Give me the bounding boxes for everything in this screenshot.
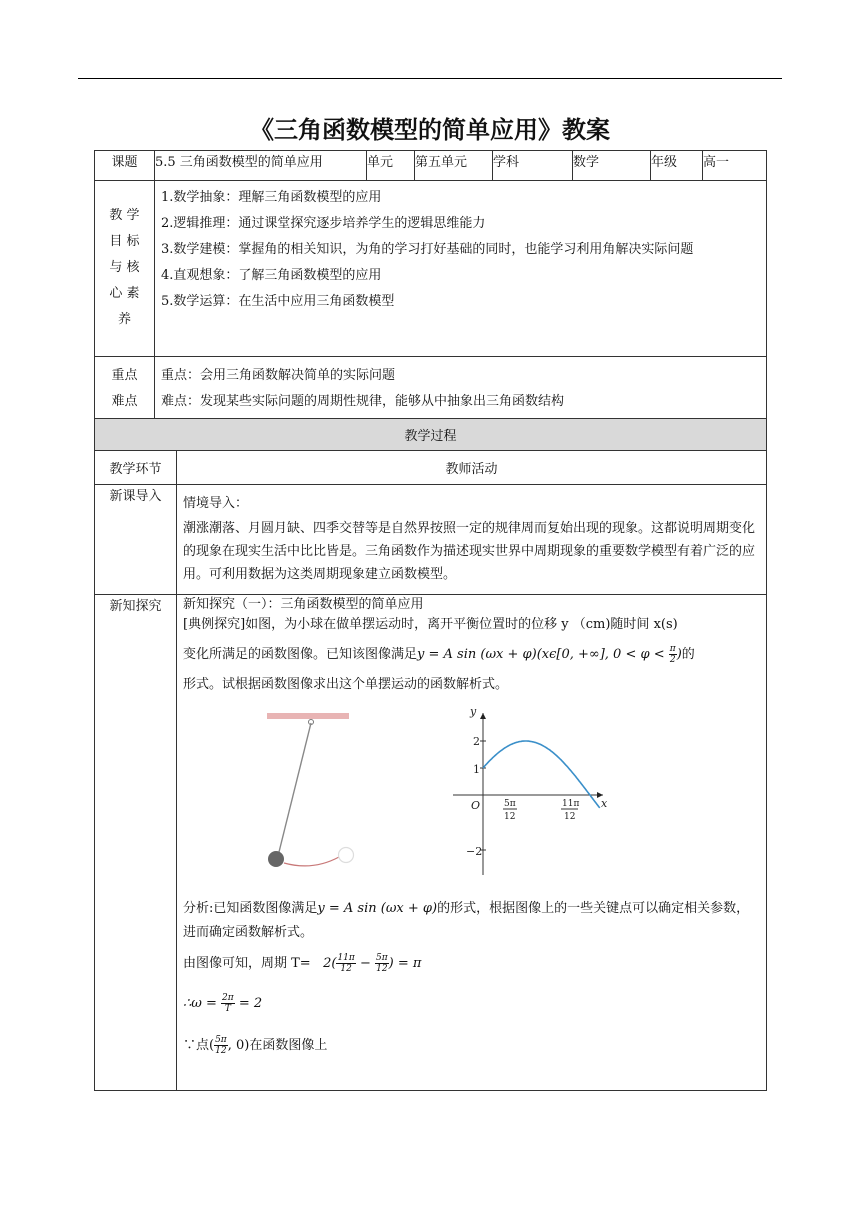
goals-row	[95, 181, 767, 357]
goals-label-line: 养	[117, 312, 131, 327]
sine-graph	[453, 705, 608, 875]
analysis-formula: y = A sin (ωx + φ)	[317, 901, 438, 916]
label-subject: 学科	[493, 151, 573, 181]
problem-text: 变化所满足的函数图像。已知该图像满足	[183, 647, 418, 662]
goal-item: 2.逻辑推理：通过课堂探究逐步培养学生的逻辑思维能力	[161, 216, 486, 231]
intro-content	[177, 485, 767, 595]
col-activity: 教师活动	[177, 451, 767, 485]
figures	[183, 703, 760, 891]
intro-stage: 新课导入	[95, 485, 177, 595]
problem-text-end: 的	[681, 647, 695, 662]
point-text: ∵点(	[183, 1038, 215, 1053]
omega-line	[183, 987, 760, 1021]
col-stage: 教学环节	[95, 451, 177, 485]
key-points-content	[155, 357, 767, 419]
explore-row	[95, 595, 767, 1091]
lesson-plan-table	[94, 150, 767, 1091]
period-line: 由图像可知，周期 T= 2( $\frac{11\pi}{12}$ − $\frac{5\pi}{12}$ ) = π	[183, 953, 422, 974]
y-tick-neg2: −2	[466, 845, 483, 858]
goals-label	[95, 181, 155, 357]
analysis-text: 分析:已知函数图像满足	[183, 901, 318, 916]
y-axis-label: y	[470, 705, 477, 718]
difficulty-text: 难点：发现某些实际问题的周期性规律，能够从中抽象出三角函数结构	[161, 394, 565, 409]
topic-row	[95, 151, 767, 181]
x-axis-label: x	[601, 797, 608, 810]
topic-value: 5.5 三角函数模型的简单应用	[155, 151, 367, 181]
pendulum-string	[279, 723, 311, 852]
point-line	[183, 1029, 760, 1063]
key-points-row	[95, 357, 767, 419]
page-title: 《三角函数模型的简单应用》教案	[250, 116, 610, 144]
process-columns-row	[95, 451, 767, 485]
fraction-5pi-12: $\frac{5\pi}{12}$	[215, 1035, 227, 1056]
point-text-end: , 0)在函数图像上	[227, 1038, 328, 1053]
label-focus: 重点	[111, 368, 138, 383]
goal-item: 3.数学建模：掌握角的相关知识，为角的学习打好基础的同时，也能学习利用角解决实际问题	[161, 242, 694, 257]
explore-stage: 新知探究	[95, 595, 177, 1091]
y-tick-1: 1	[473, 763, 480, 776]
unit-value: 第五单元	[415, 151, 493, 181]
goal-item: 5.数学运算：在生活中应用三角函数模型	[161, 294, 395, 309]
period-text: 由图像可知，周期 T=	[183, 956, 311, 971]
omega-text: ∴ω =	[183, 996, 217, 1011]
y-axis-arrow	[480, 713, 486, 719]
function-formula: y = A sin (ωx + φ)(xϵ[0, +∞], 0 < φ <	[417, 647, 665, 662]
pendulum-ball	[268, 851, 284, 867]
intro-body: 潮涨潮落、月圆月缺、四季交替等是自然界按照一定的规律周而复始出现的现象。这都说明周期变化的现象在现实生活中比比皆是。三角函数作为描述现实世界中周期现象的重要数学模型有着广泛的应用。可利用数据为这类周期现象建立函数模型。	[183, 521, 756, 582]
intro-row	[95, 485, 767, 595]
grade-value: 高一	[703, 151, 767, 181]
fraction-pi-over-2: $\frac{\pi}{2}$	[669, 644, 676, 665]
x-tick-5pi-num: 5π	[504, 799, 516, 809]
process-header: 教学过程	[95, 419, 767, 451]
analysis-text-end: 的形式，根据图像上的一些关键点可以确定相关参数，进而确定函数解析式。	[183, 901, 750, 940]
figures-svg	[183, 703, 763, 891]
header-rule	[78, 78, 782, 79]
x-tick-11pi-den: 12	[564, 812, 576, 822]
key-points-label	[95, 357, 155, 419]
goal-item: 4.直观想象：了解三角函数模型的应用	[161, 268, 382, 283]
label-unit: 单元	[367, 151, 415, 181]
x-tick-5pi-den: 12	[504, 812, 516, 822]
pendulum-support-bar	[267, 713, 349, 719]
explore-heading: 新知探究（一）：三角函数模型的简单应用	[183, 597, 424, 612]
fraction-2pi-T: $\frac{2\pi}{T}$	[222, 993, 234, 1014]
ghost-ball	[339, 848, 354, 863]
goals-label-line: 教 学	[109, 208, 140, 223]
process-header-row	[95, 419, 767, 451]
period-result: = π	[397, 956, 422, 971]
problem-line-1: [典例探究]如图，为小球在做单摆运动时，离开平衡位置时的位移 y （cm)随时间 x(s)	[183, 617, 678, 632]
omega-result: = 2	[238, 996, 263, 1011]
problem-line-3: 形式。试根据函数图像求出这个单摆运动的函数解析式。	[183, 677, 509, 692]
pendulum-illustration	[267, 713, 354, 867]
fraction-5pi-12: $\frac{5\pi}{12}$	[376, 953, 388, 974]
intro-heading: 情境导入：	[183, 496, 249, 511]
goal-item: 1.数学抽象：理解三角函数模型的应用	[161, 190, 382, 205]
x-tick-11pi-num: 11π	[562, 799, 580, 809]
explore-content	[177, 595, 767, 1091]
goals-content	[155, 181, 767, 357]
sine-curve	[483, 741, 600, 808]
focus-text: 重点：会用三角函数解决简单的实际问题	[161, 368, 396, 383]
label-topic: 课题	[95, 151, 155, 181]
goals-label-line: 心 素	[109, 286, 140, 301]
origin-label: O	[471, 799, 481, 812]
subject-value: 数学	[573, 151, 651, 181]
label-difficulty: 难点	[111, 394, 138, 409]
goals-label-line: 目 标	[109, 234, 140, 249]
fraction-11pi-12: $\frac{11\pi}{12}$	[337, 953, 355, 974]
problem-line-2: 变化所满足的函数图像。已知该图像满足y = A sin (ωx + φ)(xϵ[0, +∞], 0 < φ < $\frac{\pi}{2}$ )的	[183, 644, 695, 665]
swing-arc	[284, 857, 339, 866]
y-tick-2: 2	[473, 735, 480, 748]
goals-label-line: 与 核	[109, 260, 140, 275]
analysis-paragraph	[183, 897, 760, 945]
label-grade: 年级	[651, 151, 703, 181]
